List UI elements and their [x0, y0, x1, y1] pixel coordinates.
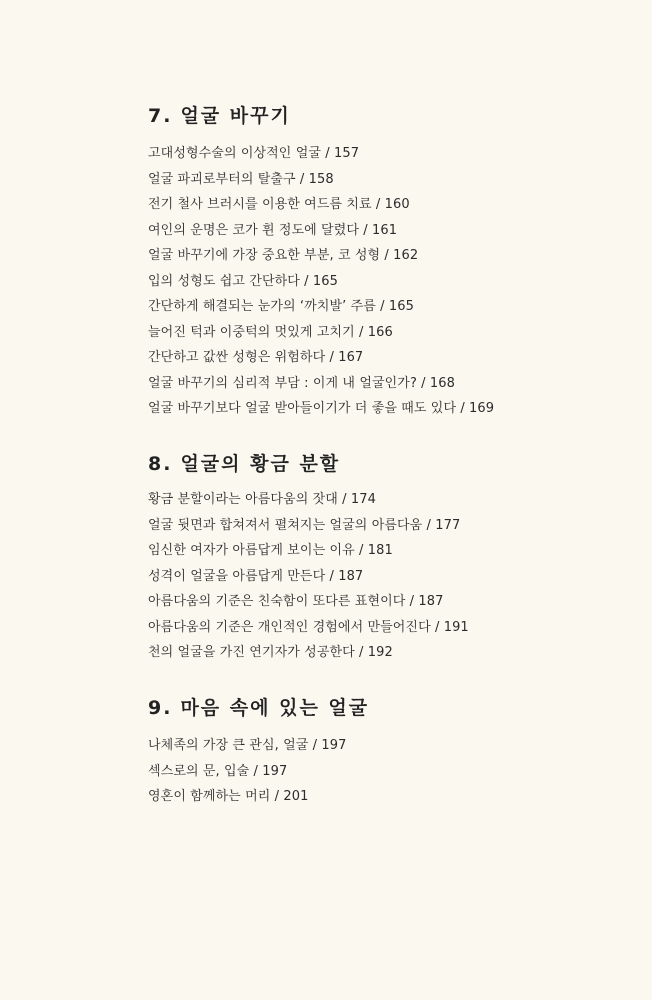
chapter-title — [148, 693, 628, 723]
toc-entry[interactable]: 나체족의 가장 큰 관심, 얼굴 / 197 — [148, 738, 347, 753]
toc-entry[interactable]: 얼굴 뒷면과 합쳐져서 펼쳐지는 얼굴의 아름다움 / 177 — [148, 517, 461, 533]
toc-list — [148, 733, 628, 810]
toc-entry[interactable]: 얼굴 파괴로부터의 탈출구 / 158 — [148, 171, 334, 187]
toc-entry[interactable]: 황금 분할이라는 아름다움의 잣대 / 174 — [148, 492, 376, 507]
toc-entry[interactable]: 영혼이 함께하는 머리 / 201 — [148, 789, 309, 804]
toc-entry[interactable]: 얼굴 바꾸기보다 얼굴 받아들이기가 더 좋을 때도 있다 / 169 — [148, 401, 495, 416]
chapter-title — [148, 449, 628, 479]
chapter-8 — [148, 449, 628, 666]
chapter-number: 7. — [148, 105, 173, 127]
chapter-7 — [148, 101, 628, 422]
toc-entry[interactable]: 아름다움의 기준은 친숙함이 또다른 표현이다 / 187 — [148, 594, 444, 609]
chapter-number: 8. — [148, 453, 173, 475]
chapter-title-text: 얼굴의 황금 분할 — [180, 453, 341, 475]
toc-entry[interactable]: 여인의 운명은 코가 휜 정도에 달렸다 / 161 — [148, 222, 398, 238]
toc-entry[interactable]: 전기 철사 브러시를 이용한 여드름 치료 / 160 — [148, 197, 410, 212]
toc-entry[interactable]: 고대성형수술의 이상적인 얼굴 / 157 — [148, 146, 360, 161]
toc-entry[interactable]: 아름다움의 기준은 개인적인 경험에서 만들어진다 / 191 — [148, 619, 469, 635]
toc-entry[interactable]: 임신한 여자가 아름답게 보이는 이유 / 181 — [148, 543, 393, 558]
chapter-title — [148, 101, 628, 131]
toc-entry[interactable]: 얼굴 바꾸기의 심리적 부담 : 이게 내 얼굴인가? / 168 — [148, 375, 456, 391]
toc-list — [148, 487, 628, 666]
toc-entry[interactable]: 늘어진 턱과 이중턱의 멋있게 고치기 / 166 — [148, 324, 393, 340]
chapter-9 — [148, 693, 628, 810]
toc-entry[interactable]: 성격이 얼굴을 아름답게 만든다 / 187 — [148, 568, 364, 584]
toc-entry[interactable]: 간단하고 값싼 성형은 위험하다 / 167 — [148, 350, 364, 365]
toc-entry[interactable]: 천의 얼굴을 가진 연기자가 성공한다 / 192 — [148, 645, 393, 660]
toc-entry[interactable]: 간단하게 해결되는 눈가의 ‘까치발’ 주름 / 165 — [148, 299, 414, 314]
toc-entry[interactable]: 입의 성형도 쉽고 간단하다 / 165 — [148, 273, 338, 289]
chapter-title-text: 얼굴 바꾸기 — [180, 105, 291, 127]
toc-entry[interactable]: 섹스로의 문, 입술 / 197 — [148, 763, 288, 779]
toc-entry[interactable]: 얼굴 바꾸기에 가장 중요한 부분, 코 성형 / 162 — [148, 248, 419, 263]
toc-list — [148, 141, 628, 422]
chapter-number: 9. — [148, 697, 173, 719]
chapter-title-text: 마음 속에 있는 얼굴 — [180, 697, 370, 719]
